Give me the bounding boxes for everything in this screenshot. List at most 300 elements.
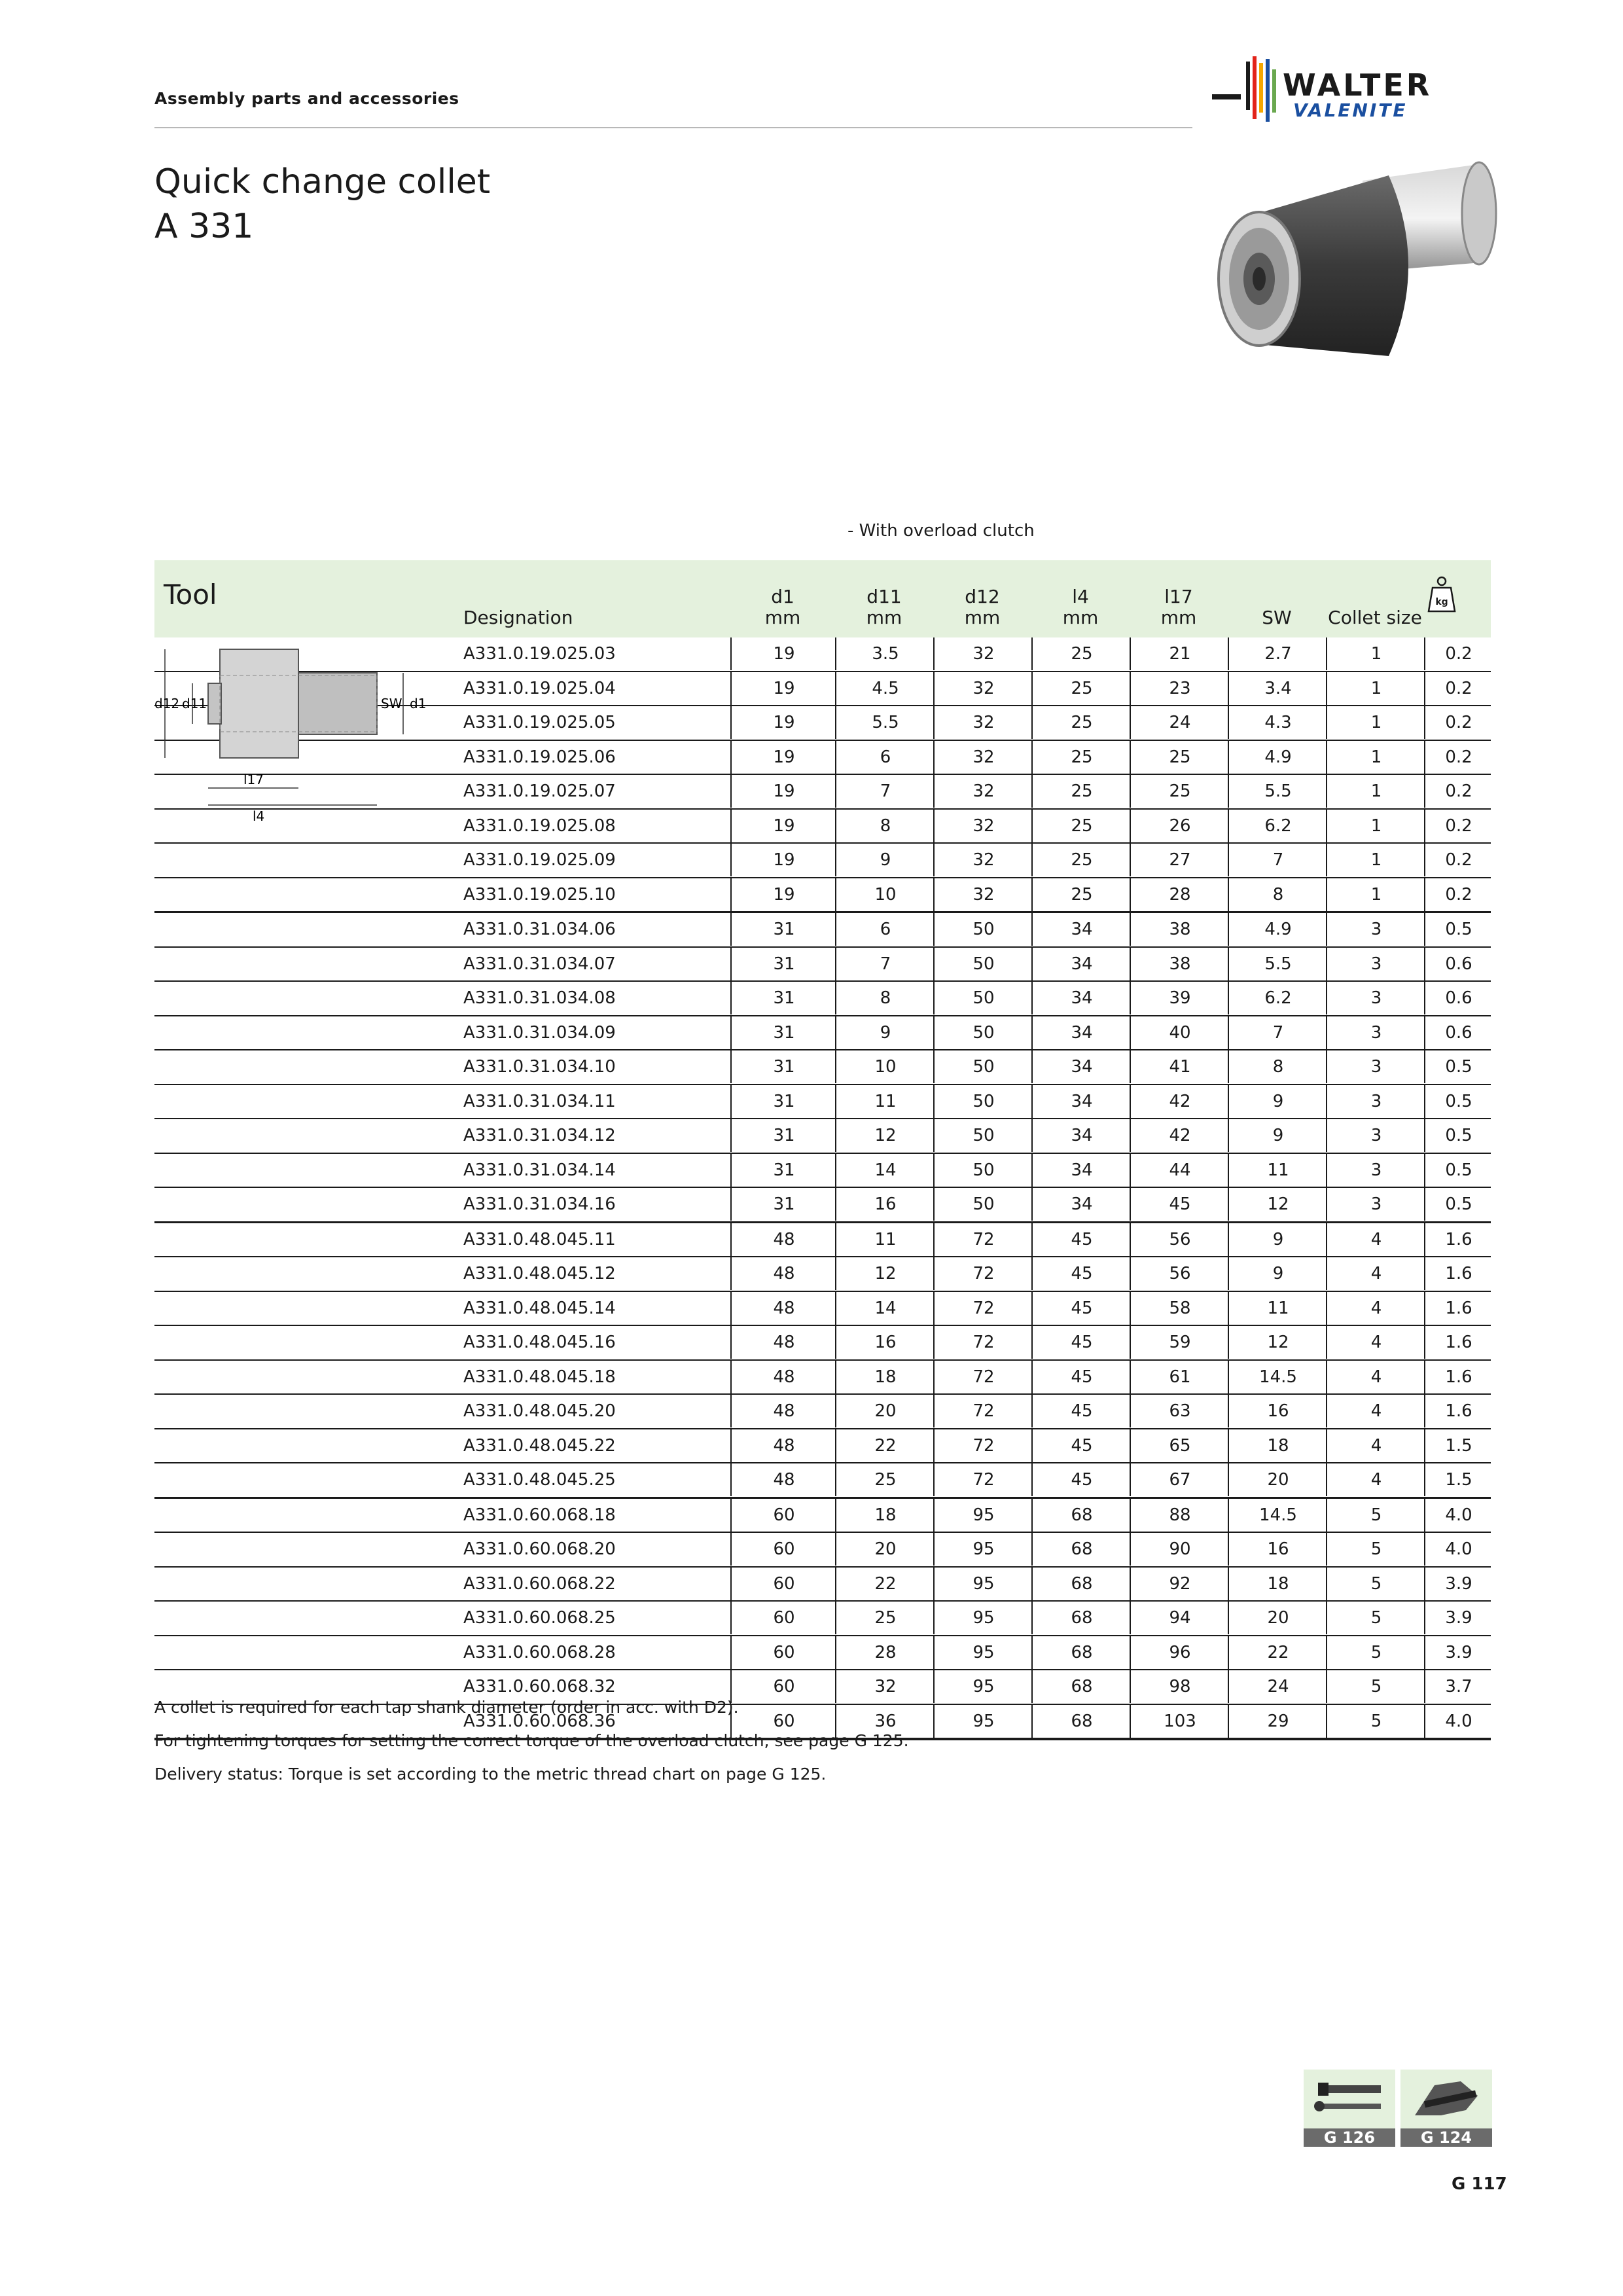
cell-collet-size: 5 (1326, 1705, 1425, 1738)
page-number: G 117 (1452, 2174, 1507, 2194)
cell-d12: 32 (933, 672, 1033, 705)
cell-d1: 60 (730, 1499, 836, 1532)
table-row (154, 913, 1491, 948)
cell-l4: 68 (1031, 1636, 1131, 1669)
cell-l17: 41 (1130, 1050, 1229, 1083)
cell-d1: 19 (730, 706, 836, 739)
cell-collet-size: 4 (1326, 1361, 1425, 1393)
cell-l4: 25 (1031, 844, 1131, 876)
cell-weight: 0.5 (1424, 1119, 1492, 1152)
cell-weight: 1.6 (1424, 1326, 1492, 1359)
cell-d11: 20 (835, 1395, 935, 1427)
cell-sw: 16 (1228, 1395, 1327, 1427)
cell-collet-size: 3 (1326, 1016, 1425, 1049)
cell-weight: 4.0 (1424, 1499, 1492, 1532)
cell-weight: 4.0 (1424, 1533, 1492, 1566)
cell-d11: 20 (835, 1533, 935, 1566)
cell-l4: 25 (1031, 810, 1131, 842)
cell-d12: 50 (933, 913, 1033, 946)
cell-l17: 40 (1130, 1016, 1229, 1049)
cell-l4: 25 (1031, 741, 1131, 774)
cell-designation: A331.0.19.025.10 (463, 884, 616, 905)
page-reference-g124[interactable] (1400, 2070, 1492, 2148)
cell-d11: 6 (835, 913, 935, 946)
cell-d12: 32 (933, 775, 1033, 808)
cell-d1: 48 (730, 1257, 836, 1290)
cell-designation: A331.0.31.034.12 (463, 1126, 616, 1145)
cell-designation: A331.0.60.068.22 (463, 1573, 616, 1594)
cell-d12: 95 (933, 1705, 1033, 1738)
note-collet-required: A collet is required for each tap shank diameter (order in acc. with D2). (154, 1698, 739, 1717)
cell-d12: 50 (933, 948, 1033, 980)
cell-collet-size: 3 (1326, 982, 1425, 1014)
cell-designation: A331.0.19.025.09 (463, 850, 616, 870)
cell-l4: 34 (1031, 982, 1131, 1014)
cell-l17: 24 (1130, 706, 1229, 739)
cell-sw: 7 (1228, 1016, 1327, 1049)
table-row (154, 1533, 1491, 1568)
cell-weight: 1.6 (1424, 1292, 1492, 1325)
cell-l17: 96 (1130, 1636, 1229, 1669)
cell-d12: 50 (933, 1119, 1033, 1152)
cell-sw: 4.9 (1228, 741, 1327, 774)
note-delivery-status: Delivery status: Torque is set according to the metric thread chart on page G 125. (154, 1765, 827, 1784)
cell-l17: 63 (1130, 1395, 1229, 1427)
cell-collet-size: 3 (1326, 1085, 1425, 1118)
cell-weight: 0.2 (1424, 810, 1492, 842)
cell-designation: A331.0.60.068.28 (463, 1642, 616, 1662)
cell-d1: 31 (730, 1154, 836, 1187)
table-row (154, 1257, 1491, 1292)
cell-collet-size: 5 (1326, 1670, 1425, 1703)
table-row (154, 878, 1491, 914)
cell-d12: 72 (933, 1257, 1033, 1290)
cell-l4: 34 (1031, 1085, 1131, 1118)
cell-l17: 21 (1130, 637, 1229, 670)
cell-designation: A331.0.19.025.03 (463, 644, 616, 664)
cell-sw: 29 (1228, 1705, 1327, 1738)
cell-d11: 8 (835, 982, 935, 1014)
cell-sw: 9 (1228, 1085, 1327, 1118)
cell-weight: 4.0 (1424, 1705, 1492, 1738)
cell-d11: 9 (835, 1016, 935, 1049)
cell-l4: 34 (1031, 948, 1131, 980)
cell-l17: 61 (1130, 1361, 1229, 1393)
cell-l17: 38 (1130, 913, 1229, 946)
cell-l17: 42 (1130, 1085, 1229, 1118)
cell-collet-size: 3 (1326, 1188, 1425, 1221)
cell-collet-size: 4 (1326, 1463, 1425, 1496)
cell-designation: A331.0.48.045.22 (463, 1435, 616, 1456)
cell-collet-size: 3 (1326, 1050, 1425, 1083)
cell-d12: 72 (933, 1326, 1033, 1359)
cell-d12: 50 (933, 982, 1033, 1014)
cell-d12: 72 (933, 1395, 1033, 1427)
cell-collet-size: 1 (1326, 741, 1425, 774)
cell-l17: 28 (1130, 878, 1229, 911)
l4-label: l4 (253, 808, 265, 824)
cell-d12: 95 (933, 1568, 1033, 1600)
cell-d12: 95 (933, 1499, 1033, 1532)
cell-l17: 94 (1130, 1602, 1229, 1634)
cell-l17: 92 (1130, 1568, 1229, 1600)
cell-d1: 19 (730, 844, 836, 876)
cell-d11: 28 (835, 1636, 935, 1669)
cell-d11: 14 (835, 1154, 935, 1187)
cell-d11: 8 (835, 810, 935, 842)
cell-l4: 68 (1031, 1568, 1131, 1600)
cell-designation: A331.0.31.034.08 (463, 988, 616, 1008)
cell-weight: 0.5 (1424, 1188, 1492, 1221)
cell-collet-size: 4 (1326, 1257, 1425, 1290)
cell-d11: 10 (835, 878, 935, 911)
cell-l4: 45 (1031, 1429, 1131, 1462)
cell-l4: 34 (1031, 1050, 1131, 1083)
header-sw: SW (1262, 607, 1292, 628)
cell-l17: 27 (1130, 844, 1229, 876)
cell-weight: 1.6 (1424, 1395, 1492, 1427)
cell-d1: 60 (730, 1602, 836, 1634)
cell-d1: 31 (730, 1119, 836, 1152)
table-row (154, 948, 1491, 982)
product-title: Quick change collet (154, 162, 491, 202)
cell-l17: 25 (1130, 775, 1229, 808)
cell-designation: A331.0.19.025.07 (463, 781, 616, 801)
cell-designation: A331.0.60.068.25 (463, 1608, 616, 1628)
cell-d1: 31 (730, 1016, 836, 1049)
table-row (154, 1223, 1491, 1258)
cell-designation: A331.0.60.068.20 (463, 1539, 616, 1559)
cell-d12: 32 (933, 741, 1033, 774)
cell-weight: 0.2 (1424, 637, 1492, 670)
walter-valenite-logo (1212, 56, 1487, 128)
cell-designation: A331.0.48.045.20 (463, 1401, 616, 1421)
cell-d1: 48 (730, 1395, 836, 1427)
cell-d11: 7 (835, 948, 935, 980)
cell-sw: 20 (1228, 1602, 1327, 1634)
cell-sw: 20 (1228, 1463, 1327, 1496)
table-row (154, 1395, 1491, 1429)
cell-weight: 0.5 (1424, 1085, 1492, 1118)
cell-collet-size: 1 (1326, 844, 1425, 876)
cell-d1: 31 (730, 948, 836, 980)
cell-d1: 48 (730, 1292, 836, 1325)
cell-l17: 56 (1130, 1257, 1229, 1290)
cell-d1: 19 (730, 878, 836, 911)
cell-sw: 9 (1228, 1223, 1327, 1256)
cell-collet-size: 1 (1326, 878, 1425, 911)
cell-d1: 60 (730, 1636, 836, 1669)
cell-d12: 32 (933, 810, 1033, 842)
cell-sw: 9 (1228, 1257, 1327, 1290)
cell-d11: 25 (835, 1602, 935, 1634)
cell-l4: 25 (1031, 878, 1131, 911)
cell-d1: 48 (730, 1326, 836, 1359)
cell-sw: 11 (1228, 1154, 1327, 1187)
cell-d12: 72 (933, 1429, 1033, 1462)
cell-designation: A331.0.31.034.07 (463, 954, 616, 974)
cell-l4: 45 (1031, 1223, 1131, 1256)
table-row (154, 1119, 1491, 1154)
d12-label: d12 (154, 696, 180, 711)
cell-collet-size: 4 (1326, 1429, 1425, 1462)
cell-d1: 31 (730, 1085, 836, 1118)
cell-d11: 6 (835, 741, 935, 774)
cell-designation: A331.0.19.025.04 (463, 678, 616, 698)
cell-designation: A331.0.48.045.18 (463, 1367, 616, 1387)
cell-l17: 23 (1130, 672, 1229, 705)
cell-d12: 50 (933, 1050, 1033, 1083)
cell-d1: 48 (730, 1429, 836, 1462)
cell-weight: 0.2 (1424, 775, 1492, 808)
cell-l17: 98 (1130, 1670, 1229, 1703)
wrench-bolt-icon (1304, 2070, 1395, 2128)
cell-d11: 22 (835, 1568, 935, 1600)
note-tightening-torque: For tightening torques for setting the correct torque of the overload clutch, see page G 125. (154, 1731, 909, 1750)
cell-d11: 11 (835, 1223, 935, 1256)
d11-label: d11 (182, 696, 207, 711)
cell-weight: 0.6 (1424, 1016, 1492, 1049)
cell-designation: A331.0.31.034.09 (463, 1022, 616, 1043)
table-row (154, 1292, 1491, 1327)
cell-d11: 11 (835, 1085, 935, 1118)
cell-d1: 48 (730, 1223, 836, 1256)
cell-d1: 31 (730, 1050, 836, 1083)
collet-dimension-drawing (154, 640, 429, 830)
cell-d11: 10 (835, 1050, 935, 1083)
cell-weight: 0.5 (1424, 1050, 1492, 1083)
cell-l17: 65 (1130, 1429, 1229, 1462)
cell-d12: 32 (933, 706, 1033, 739)
cell-l17: 88 (1130, 1499, 1229, 1532)
cell-d1: 60 (730, 1705, 836, 1738)
cell-weight: 0.5 (1424, 913, 1492, 946)
cell-collet-size: 5 (1326, 1602, 1425, 1634)
cell-collet-size: 5 (1326, 1533, 1425, 1566)
cell-sw: 2.7 (1228, 637, 1327, 670)
weight-icon (1427, 575, 1456, 614)
cell-d11: 14 (835, 1292, 935, 1325)
cell-sw: 18 (1228, 1429, 1327, 1462)
cell-sw: 12 (1228, 1188, 1327, 1221)
cell-collet-size: 3 (1326, 913, 1425, 946)
header-d12: d12 mm (964, 586, 1001, 628)
cell-l17: 26 (1130, 810, 1229, 842)
sw-label: SW (381, 696, 402, 711)
cell-collet-size: 4 (1326, 1292, 1425, 1325)
header-d1: d1 mm (764, 586, 801, 628)
cell-d1: 19 (730, 741, 836, 774)
cell-d12: 32 (933, 637, 1033, 670)
collet-photo (1199, 148, 1507, 397)
cell-designation: A331.0.48.045.14 (463, 1298, 616, 1318)
cell-l4: 34 (1031, 1016, 1131, 1049)
table-header (154, 560, 1491, 637)
cell-l17: 56 (1130, 1223, 1229, 1256)
reference-label: G 124 (1400, 2128, 1492, 2147)
cell-d11: 16 (835, 1326, 935, 1359)
cell-sw: 11 (1228, 1292, 1327, 1325)
cell-l4: 68 (1031, 1705, 1131, 1738)
cell-d12: 50 (933, 1016, 1033, 1049)
cell-weight: 1.5 (1424, 1429, 1492, 1462)
cell-l17: 42 (1130, 1119, 1229, 1152)
cell-sw: 12 (1228, 1326, 1327, 1359)
cell-designation: A331.0.60.068.36 (463, 1711, 616, 1731)
cell-d1: 31 (730, 1188, 836, 1221)
cell-collet-size: 3 (1326, 948, 1425, 980)
cell-sw: 18 (1228, 1568, 1327, 1600)
cell-l17: 38 (1130, 948, 1229, 980)
cell-l4: 45 (1031, 1361, 1131, 1393)
header-divider (154, 127, 1192, 128)
cell-sw: 8 (1228, 1050, 1327, 1083)
cell-d11: 18 (835, 1361, 935, 1393)
table-row (154, 1499, 1491, 1534)
cell-designation: A331.0.60.068.32 (463, 1677, 616, 1696)
cell-sw: 9 (1228, 1119, 1327, 1152)
table-row (154, 982, 1491, 1016)
product-code: A 331 (154, 207, 254, 246)
cell-d12: 72 (933, 1361, 1033, 1393)
cell-d1: 60 (730, 1670, 836, 1703)
overload-clutch-note: - With overload clutch (847, 521, 1035, 541)
cell-d1: 19 (730, 775, 836, 808)
cell-d11: 7 (835, 775, 935, 808)
cell-collet-size: 5 (1326, 1568, 1425, 1600)
cell-collet-size: 3 (1326, 1154, 1425, 1187)
cell-weight: 1.6 (1424, 1257, 1492, 1290)
header-d11: d11 mm (866, 586, 902, 628)
cell-sw: 7 (1228, 844, 1327, 876)
cell-d1: 19 (730, 637, 836, 670)
table-row (154, 1085, 1491, 1120)
table-row (154, 1326, 1491, 1361)
cell-weight: 3.9 (1424, 1636, 1492, 1669)
cell-weight: 3.9 (1424, 1602, 1492, 1634)
cell-d12: 32 (933, 844, 1033, 876)
cell-l17: 39 (1130, 982, 1229, 1014)
table-row (154, 1361, 1491, 1395)
cell-l17: 67 (1130, 1463, 1229, 1496)
cell-d12: 95 (933, 1670, 1033, 1703)
cell-sw: 4.3 (1228, 706, 1327, 739)
cell-l4: 45 (1031, 1395, 1131, 1427)
cell-collet-size: 4 (1326, 1223, 1425, 1256)
cell-d11: 12 (835, 1119, 935, 1152)
cell-collet-size: 5 (1326, 1499, 1425, 1532)
table-row (154, 1188, 1491, 1223)
cell-sw: 5.5 (1228, 948, 1327, 980)
cell-designation: A331.0.48.045.25 (463, 1470, 616, 1490)
cell-d11: 16 (835, 1188, 935, 1221)
cell-d12: 72 (933, 1463, 1033, 1496)
svg-text:VALENITE: VALENITE (1293, 99, 1408, 121)
cell-d11: 4.5 (835, 672, 935, 705)
cell-l4: 68 (1031, 1499, 1131, 1532)
cell-designation: A331.0.31.034.10 (463, 1057, 616, 1077)
tool-label: Tool (164, 579, 217, 611)
cell-d11: 36 (835, 1705, 935, 1738)
table-row (154, 1429, 1491, 1464)
cell-designation: A331.0.60.068.18 (463, 1505, 616, 1525)
cell-l17: 45 (1130, 1188, 1229, 1221)
header-l4: l4 mm (1062, 586, 1099, 628)
cell-sw: 24 (1228, 1670, 1327, 1703)
cell-d11: 22 (835, 1429, 935, 1462)
cell-d12: 50 (933, 1085, 1033, 1118)
table-row (154, 1636, 1491, 1671)
cell-d1: 19 (730, 672, 836, 705)
cell-d12: 32 (933, 878, 1033, 911)
cell-designation: A331.0.31.034.06 (463, 920, 616, 939)
cell-d1: 48 (730, 1361, 836, 1393)
cell-designation: A331.0.19.025.05 (463, 713, 616, 732)
table-row (154, 1154, 1491, 1189)
cell-l4: 25 (1031, 637, 1131, 670)
cell-collet-size: 1 (1326, 637, 1425, 670)
cell-d12: 95 (933, 1602, 1033, 1634)
cell-collet-size: 3 (1326, 1119, 1425, 1152)
reference-label: G 126 (1304, 2128, 1395, 2147)
cell-designation: A331.0.31.034.16 (463, 1194, 616, 1214)
cell-d1: 60 (730, 1568, 836, 1600)
page-reference-g126[interactable] (1304, 2070, 1395, 2148)
cell-sw: 16 (1228, 1533, 1327, 1566)
cell-collet-size: 1 (1326, 706, 1425, 739)
svg-text:WALTER: WALTER (1283, 67, 1433, 103)
table-row (154, 1016, 1491, 1051)
l17-label: l17 (243, 772, 264, 787)
cell-l4: 34 (1031, 1188, 1131, 1221)
table-row (154, 1568, 1491, 1602)
cell-l17: 25 (1130, 741, 1229, 774)
cell-d12: 95 (933, 1636, 1033, 1669)
cell-l4: 25 (1031, 672, 1131, 705)
cell-designation: A331.0.19.025.06 (463, 747, 616, 767)
cell-weight: 0.2 (1424, 878, 1492, 911)
cell-l4: 45 (1031, 1257, 1131, 1290)
cell-sw: 6.2 (1228, 982, 1327, 1014)
header-collet-size: Collet size (1328, 607, 1422, 628)
cell-designation: A331.0.48.045.12 (463, 1264, 616, 1283)
cell-sw: 8 (1228, 878, 1327, 911)
cell-d11: 12 (835, 1257, 935, 1290)
cell-sw: 5.5 (1228, 775, 1327, 808)
cell-l4: 34 (1031, 1154, 1131, 1187)
header-l17: l17 mm (1160, 586, 1197, 628)
cell-l17: 90 (1130, 1533, 1229, 1566)
cell-l4: 45 (1031, 1463, 1131, 1496)
cell-collet-size: 5 (1326, 1636, 1425, 1669)
cell-l4: 34 (1031, 1119, 1131, 1152)
table-row (154, 844, 1491, 878)
table-row (154, 1602, 1491, 1636)
cell-d12: 72 (933, 1223, 1033, 1256)
cell-sw: 3.4 (1228, 672, 1327, 705)
cell-sw: 14.5 (1228, 1499, 1327, 1532)
section-title: Assembly parts and accessories (154, 89, 459, 108)
cell-sw: 4.9 (1228, 913, 1327, 946)
cell-collet-size: 4 (1326, 1395, 1425, 1427)
cell-l17: 44 (1130, 1154, 1229, 1187)
cell-l4: 34 (1031, 913, 1131, 946)
cell-d11: 5.5 (835, 706, 935, 739)
cell-d11: 32 (835, 1670, 935, 1703)
cell-l4: 68 (1031, 1533, 1131, 1566)
cell-l17: 58 (1130, 1292, 1229, 1325)
cell-designation: A331.0.31.034.14 (463, 1160, 616, 1180)
